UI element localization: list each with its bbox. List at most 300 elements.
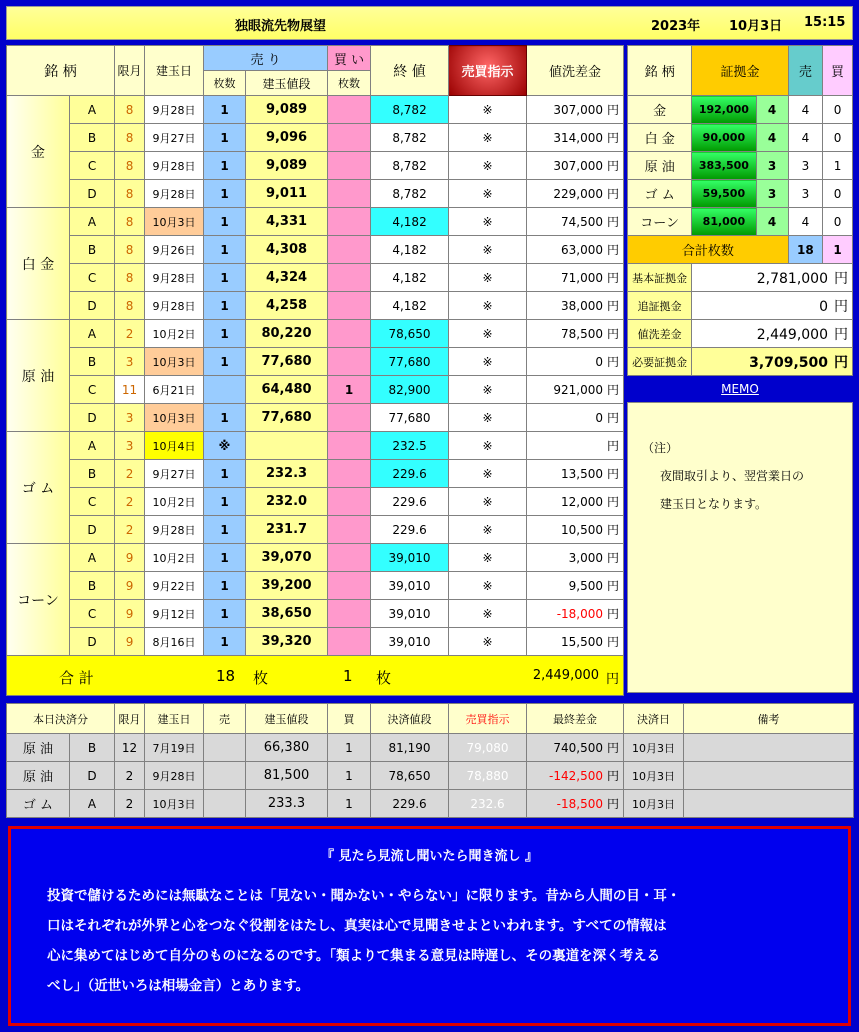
price-diff-value: 38,000: [561, 299, 604, 313]
margin-count: 3: [756, 180, 788, 208]
settle-sell: [204, 762, 246, 790]
close-price: 77,680: [371, 348, 449, 376]
contract-month: 8: [115, 96, 145, 124]
sell-qty: 1: [204, 572, 246, 600]
settle-buy: 1: [328, 790, 371, 818]
contract-month: 11: [115, 376, 145, 404]
open-date: 10月4日: [145, 432, 204, 460]
settle-final-value: -142,500: [549, 769, 603, 783]
margin-amount: 81,000: [692, 208, 756, 236]
margin-amount: 192,000: [692, 96, 756, 124]
close-price: 77,680: [371, 404, 449, 432]
memo-note-head: （注）: [642, 441, 679, 455]
margin-sell: 4: [788, 124, 822, 152]
table-row: [7, 264, 624, 292]
settle-open-date: 9月28日: [145, 762, 204, 790]
settlement-row: [7, 734, 854, 762]
sell-qty: 1: [204, 460, 246, 488]
summary-amount: 2,781,000: [756, 270, 828, 287]
contract-code: B: [70, 460, 115, 488]
settle-month: 12: [115, 734, 145, 762]
contract-month: 9: [115, 544, 145, 572]
close-price: 229.6: [371, 488, 449, 516]
settle-note: [684, 790, 854, 818]
price-diff-value: 12,000: [561, 495, 604, 509]
settle-col-note: 備考: [684, 704, 854, 734]
margin-sell: 3: [788, 152, 822, 180]
proverb-line-2: 口はそれぞれが外界と心をつなぐ役割をはたし、真実は心で見聞きせよといわれます。すべての情報は: [47, 918, 667, 934]
side-col-meigara: 銘 柄: [628, 46, 692, 96]
price-diff-yen: 円: [607, 551, 620, 565]
col-gengetsu: 限月: [115, 46, 145, 96]
price-diff: [527, 516, 624, 544]
contract-month: 9: [115, 628, 145, 656]
col-tategyokubi: 建玉日: [145, 46, 204, 96]
price-diff: [527, 628, 624, 656]
buy-qty: [328, 348, 371, 376]
margin-buy: 0: [823, 124, 853, 152]
buy-qty: [328, 152, 371, 180]
margin-row: [628, 124, 853, 152]
price-diff-yen: 円: [607, 327, 620, 341]
settle-col-kai: 買: [328, 704, 371, 734]
settle-price: 81,190: [371, 734, 449, 762]
open-price: [246, 432, 328, 460]
contract-month: 8: [115, 264, 145, 292]
settle-col-gengetsu: 限月: [115, 704, 145, 734]
open-date: 8月16日: [145, 628, 204, 656]
summary-amount: 3,709,500: [749, 354, 828, 371]
open-price: 38,650: [246, 600, 328, 628]
col-meigara: 銘 柄: [7, 46, 115, 96]
memo-line-1: 夜間取引より、翌営業日の: [660, 469, 805, 483]
contract-month: 8: [115, 124, 145, 152]
instruction-mark: ※: [449, 460, 527, 488]
summary-yen: 円: [834, 326, 848, 343]
contract-month: 9: [115, 600, 145, 628]
instruction-mark: ※: [449, 516, 527, 544]
close-price: 39,010: [371, 544, 449, 572]
price-diff-yen: 円: [607, 159, 620, 173]
total-diff: 2,449,000: [532, 668, 600, 683]
close-price: 4,182: [371, 292, 449, 320]
settle-sell: [204, 790, 246, 818]
settle-code: D: [70, 762, 115, 790]
open-date: 10月3日: [145, 348, 204, 376]
settle-sell: [204, 734, 246, 762]
sell-qty: 1: [204, 124, 246, 152]
total-count-sell: 18: [788, 236, 822, 264]
price-diff-yen: 円: [607, 243, 620, 257]
buy-qty: [328, 180, 371, 208]
open-price: 4,331: [246, 208, 328, 236]
open-price: 9,096: [246, 124, 328, 152]
price-diff-yen: 円: [607, 131, 620, 145]
table-row: [7, 600, 624, 628]
margin-buy: 0: [823, 180, 853, 208]
price-diff-yen: 円: [607, 467, 620, 481]
settle-col-uri: 売: [204, 704, 246, 734]
contract-code: A: [70, 432, 115, 460]
close-price: 39,010: [371, 600, 449, 628]
price-diff-value: 3,000: [568, 551, 604, 565]
col-kai: 買 い: [328, 46, 371, 71]
proverb-line-4: べし」（近世いろは相場金言）とあります。: [47, 978, 310, 994]
sell-qty: 1: [204, 264, 246, 292]
settle-open-date: 10月3日: [145, 790, 204, 818]
open-date: 10月2日: [145, 488, 204, 516]
header-date: 10月3日: [729, 19, 783, 34]
contract-code: A: [70, 544, 115, 572]
contract-month: 3: [115, 348, 145, 376]
price-diff-value: -18,000: [556, 607, 604, 621]
sell-qty: 1: [204, 208, 246, 236]
instruction-mark: ※: [449, 628, 527, 656]
summary-label: 基本証拠金: [628, 264, 692, 292]
buy-qty: [328, 124, 371, 152]
open-price: 80,220: [246, 320, 328, 348]
sell-qty: 1: [204, 292, 246, 320]
margin-commodity: コーン: [628, 208, 692, 236]
margin-amount: 383,500: [692, 152, 756, 180]
sell-qty: 1: [204, 488, 246, 516]
total-row: [7, 656, 624, 696]
price-diff: [527, 404, 624, 432]
contract-month: 9: [115, 572, 145, 600]
open-price: 77,680: [246, 348, 328, 376]
contract-month: 3: [115, 432, 145, 460]
price-diff-yen: 円: [607, 523, 620, 537]
settlement-row: [7, 790, 854, 818]
sell-qty: 1: [204, 628, 246, 656]
price-diff-value: 78,500: [561, 327, 604, 341]
total-count-label: 合計枚数: [628, 236, 789, 264]
contract-code: D: [70, 404, 115, 432]
margin-row: [628, 96, 853, 124]
open-date: 9月28日: [145, 96, 204, 124]
instruction-mark: ※: [449, 208, 527, 236]
settle-month: 2: [115, 790, 145, 818]
proverb-line-1: 投資で儲けるためには無駄なことは「見ない・聞かない・やらない」に限ります。昔から人間の目・耳・: [47, 888, 681, 904]
open-price: 39,070: [246, 544, 328, 572]
page-title: 独眼流先物展望: [235, 19, 327, 34]
margin-commodity: 金: [628, 96, 692, 124]
sell-qty: 1: [204, 544, 246, 572]
open-price: 4,308: [246, 236, 328, 264]
memo-line-2: 建玉日となります。: [660, 497, 768, 511]
settle-instruction: 78,880: [449, 762, 527, 790]
price-diff-yen: 円: [607, 579, 620, 593]
buy-qty: [328, 600, 371, 628]
contract-code: C: [70, 488, 115, 516]
summary-row: [628, 264, 853, 292]
settle-price: 78,650: [371, 762, 449, 790]
settle-col-date: 決済日: [624, 704, 684, 734]
contract-code: C: [70, 600, 115, 628]
col-sell-qty: 枚数: [204, 71, 246, 96]
summary-row: [628, 292, 853, 320]
instruction-mark: ※: [449, 152, 527, 180]
instruction-mark: ※: [449, 96, 527, 124]
contract-code: D: [70, 180, 115, 208]
settle-date: 10月3日: [624, 790, 684, 818]
table-row: [7, 572, 624, 600]
settle-commodity: 原 油: [7, 734, 70, 762]
instruction-mark: ※: [449, 124, 527, 152]
open-date: 9月27日: [145, 460, 204, 488]
margin-amount: 90,000: [692, 124, 756, 152]
sell-qty: 1: [204, 236, 246, 264]
open-price: 39,320: [246, 628, 328, 656]
margin-amount: 59,500: [692, 180, 756, 208]
sell-qty: 1: [204, 516, 246, 544]
header-time: 15:15: [804, 15, 846, 30]
contract-month: 2: [115, 460, 145, 488]
open-date: 10月2日: [145, 320, 204, 348]
proverb-body: [47, 881, 680, 1001]
open-price: 9,089: [246, 152, 328, 180]
contract-month: 2: [115, 320, 145, 348]
table-row: [7, 544, 624, 572]
margin-row: [628, 208, 853, 236]
price-diff-value: 229,000: [553, 187, 604, 201]
price-diff-yen: 円: [607, 299, 620, 313]
price-diff: [527, 544, 624, 572]
open-date: 10月3日: [145, 208, 204, 236]
price-diff: [527, 488, 624, 516]
sell-qty: ※: [204, 432, 246, 460]
table-row: [7, 488, 624, 516]
summary-label: 追証拠金: [628, 292, 692, 320]
price-diff-value: 314,000: [553, 131, 604, 145]
price-diff: [527, 460, 624, 488]
settle-open-date: 7月19日: [145, 734, 204, 762]
col-buy-qty: 枚数: [328, 71, 371, 96]
price-diff: [527, 320, 624, 348]
col-owarine: 終 値: [371, 46, 449, 96]
memo-link[interactable]: MEMO: [721, 382, 759, 396]
contract-code: A: [70, 320, 115, 348]
instruction-mark: ※: [449, 376, 527, 404]
contract-code: A: [70, 208, 115, 236]
contract-code: D: [70, 516, 115, 544]
settle-final-yen: 円: [606, 769, 619, 783]
close-price: 39,010: [371, 572, 449, 600]
buy-qty: [328, 208, 371, 236]
margin-row: [628, 180, 853, 208]
settle-note: [684, 762, 854, 790]
positions-table: [6, 45, 624, 696]
settle-open-price: 81,500: [246, 762, 328, 790]
settle-final: [527, 790, 624, 818]
buy-qty: [328, 320, 371, 348]
price-diff: [527, 236, 624, 264]
settle-final-yen: 円: [606, 797, 619, 811]
open-price: 231.7: [246, 516, 328, 544]
price-diff-yen: 円: [607, 607, 620, 621]
margin-count: 4: [756, 96, 788, 124]
price-diff-value: 15,500: [561, 635, 604, 649]
col-uri: 売 り: [204, 46, 328, 71]
price-diff: [527, 264, 624, 292]
open-date: 9月28日: [145, 152, 204, 180]
side-col-shokokin: 証拠金: [692, 46, 788, 96]
price-diff-yen: 円: [607, 103, 620, 117]
price-diff: [527, 600, 624, 628]
settle-final-value: -18,500: [556, 797, 603, 811]
table-row: [7, 180, 624, 208]
price-diff-value: 307,000: [553, 103, 604, 117]
total-count-buy: 1: [823, 236, 853, 264]
contract-code: C: [70, 376, 115, 404]
settle-col-kessai: 決済値段: [371, 704, 449, 734]
close-price: 82,900: [371, 376, 449, 404]
settle-col-price: 建玉値段: [246, 704, 328, 734]
settle-final: [527, 762, 624, 790]
contract-month: 8: [115, 180, 145, 208]
contract-month: 8: [115, 236, 145, 264]
total-yen: 円: [606, 672, 620, 687]
price-diff-yen: 円: [607, 439, 620, 453]
table-row: [7, 236, 624, 264]
price-diff: [527, 432, 624, 460]
contract-month: 8: [115, 292, 145, 320]
table-row: [7, 460, 624, 488]
price-diff-value: 0: [595, 411, 604, 425]
open-price: 9,011: [246, 180, 328, 208]
sell-qty: 1: [204, 180, 246, 208]
open-date: 9月27日: [145, 124, 204, 152]
summary-label: 必要証拠金: [628, 348, 692, 376]
contract-code: C: [70, 264, 115, 292]
summary-row: [628, 348, 853, 376]
price-diff-yen: 円: [607, 411, 620, 425]
open-date: 10月3日: [145, 404, 204, 432]
margin-sell: 3: [788, 180, 822, 208]
margin-commodity: 白 金: [628, 124, 692, 152]
margin-sell: 4: [788, 96, 822, 124]
margin-count: 4: [756, 124, 788, 152]
contract-code: B: [70, 236, 115, 264]
table-row: [7, 404, 624, 432]
price-diff-yen: 円: [607, 495, 620, 509]
total-sell-unit: 枚: [253, 669, 269, 687]
header-year: 2023年: [651, 19, 701, 34]
instruction-mark: ※: [449, 600, 527, 628]
margin-buy: 1: [823, 152, 853, 180]
baibai-shiji-button[interactable]: 売買指示: [449, 46, 527, 96]
col-nearai-sakin: 値洗差金: [527, 46, 624, 96]
open-price: 77,680: [246, 404, 328, 432]
total-label: 合 計: [59, 669, 94, 687]
summary-row: [628, 320, 853, 348]
settle-col-tategyokubi: 建玉日: [145, 704, 204, 734]
proverb-line-3: 心に集めてはじめて自分のものになるのです。「類よりて集まる意見は時遅し、その裏道を深く考える: [47, 948, 661, 964]
table-row: [7, 432, 624, 460]
settle-code: A: [70, 790, 115, 818]
settle-final-value: 740,500: [553, 741, 603, 755]
total-sell-count: 18: [216, 667, 236, 685]
buy-qty: [328, 628, 371, 656]
settle-note: [684, 734, 854, 762]
settlement-row: [7, 762, 854, 790]
price-diff-value: 63,000: [561, 243, 604, 257]
settle-commodity: 原 油: [7, 762, 70, 790]
close-price: 78,650: [371, 320, 449, 348]
instruction-mark: ※: [449, 572, 527, 600]
commodity-name: ゴ ム: [7, 432, 70, 544]
close-price: 4,182: [371, 264, 449, 292]
close-price: 8,782: [371, 124, 449, 152]
buy-qty: [328, 572, 371, 600]
instruction-mark: ※: [449, 180, 527, 208]
instruction-mark: ※: [449, 320, 527, 348]
open-price: 4,324: [246, 264, 328, 292]
price-diff-yen: 円: [607, 383, 620, 397]
buy-qty: [328, 292, 371, 320]
side-col-uri: 売: [788, 46, 822, 96]
table-row: [7, 348, 624, 376]
col-price: 建玉値段: [246, 71, 328, 96]
close-price: 4,182: [371, 236, 449, 264]
price-diff: [527, 180, 624, 208]
contract-code: B: [70, 124, 115, 152]
contract-code: D: [70, 292, 115, 320]
price-diff: [527, 292, 624, 320]
open-price: 64,480: [246, 376, 328, 404]
summary-value: [692, 348, 853, 376]
settle-buy: 1: [328, 734, 371, 762]
settle-col-final: 最終差金: [527, 704, 624, 734]
price-diff-value: 74,500: [561, 215, 604, 229]
buy-qty: [328, 516, 371, 544]
buy-qty: [328, 432, 371, 460]
open-price: 9,089: [246, 96, 328, 124]
sell-qty: 1: [204, 348, 246, 376]
contract-month: 8: [115, 208, 145, 236]
close-price: 39,010: [371, 628, 449, 656]
price-diff: [527, 572, 624, 600]
open-price: 39,200: [246, 572, 328, 600]
contract-code: A: [70, 96, 115, 124]
price-diff-value: 10,500: [561, 523, 604, 537]
open-date: 6月21日: [145, 376, 204, 404]
contract-month: 8: [115, 152, 145, 180]
buy-qty: [328, 460, 371, 488]
settle-buy: 1: [328, 762, 371, 790]
price-diff: [527, 348, 624, 376]
margin-sell: 4: [788, 208, 822, 236]
settle-commodity: ゴ ム: [7, 790, 70, 818]
settle-date: 10月3日: [624, 762, 684, 790]
instruction-mark: ※: [449, 292, 527, 320]
total-buy-unit: 枚: [376, 669, 392, 687]
contract-month: 2: [115, 516, 145, 544]
table-row: [7, 628, 624, 656]
settle-date: 10月3日: [624, 734, 684, 762]
contract-month: 3: [115, 404, 145, 432]
settle-instruction: 232.6: [449, 790, 527, 818]
contract-code: C: [70, 152, 115, 180]
price-diff-value: 13,500: [561, 467, 604, 481]
buy-qty: 1: [328, 376, 371, 404]
instruction-mark: ※: [449, 488, 527, 516]
instruction-mark: ※: [449, 264, 527, 292]
open-date: 9月22日: [145, 572, 204, 600]
close-price: 8,782: [371, 96, 449, 124]
contract-code: B: [70, 572, 115, 600]
open-price: 232.3: [246, 460, 328, 488]
